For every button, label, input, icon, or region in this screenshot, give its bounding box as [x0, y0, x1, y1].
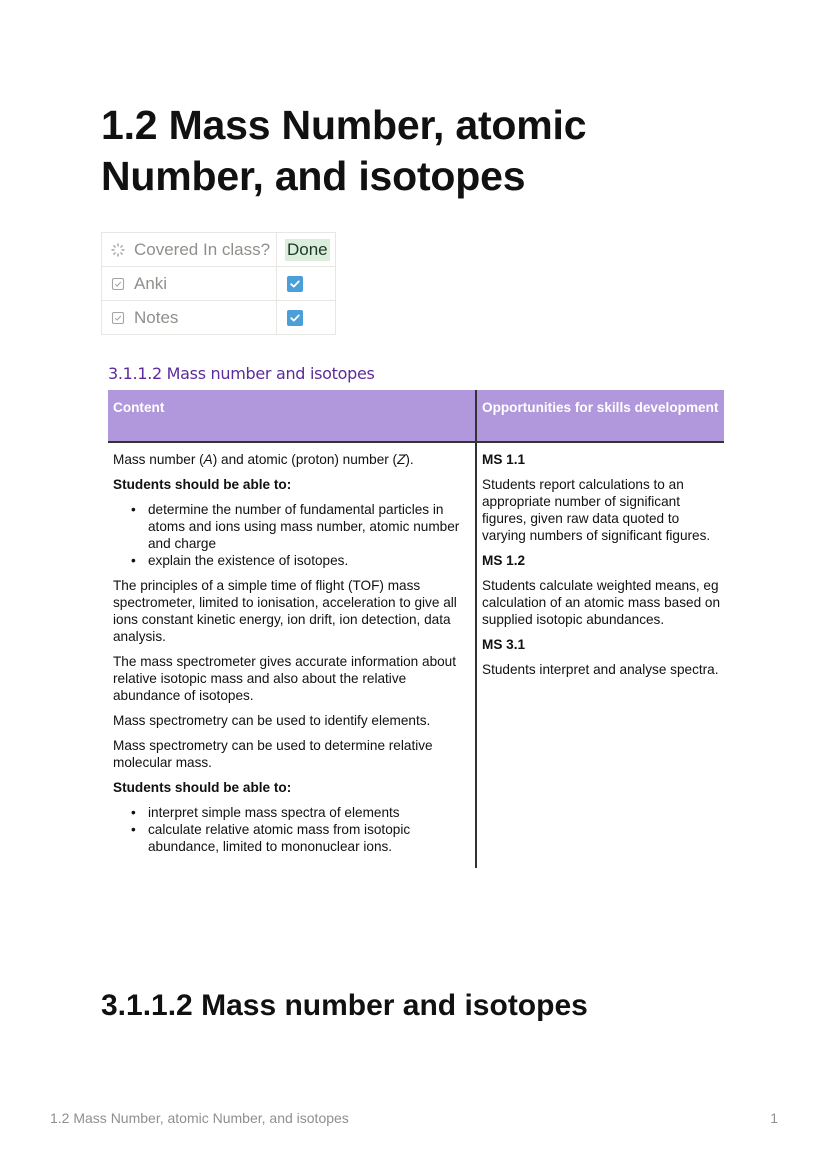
skills-column — [477, 443, 724, 868]
tof-paragraph: The principles of a simple time of flight (TOF) mass spectrometer, limited to ionisation, acceleration to give all ions constant kinetic energy, ion drift, ion detection, data analysis. — [113, 578, 457, 644]
footer-page-number: 1 — [770, 1110, 778, 1126]
list-item — [113, 501, 475, 552]
list-item-text: interpret simple mass spectra of elements — [148, 805, 400, 820]
specification-table — [108, 390, 724, 868]
bullet-icon: • — [131, 822, 136, 837]
property-label: Anki — [134, 273, 168, 293]
accurate-paragraph: The mass spectrometer gives accurate information about relative isotopic mass and also about the relative abundance of isotopes. — [113, 654, 457, 703]
bullet-icon: • — [131, 553, 136, 568]
molecular-paragraph: Mass spectrometry can be used to determine relative molecular mass. — [113, 738, 433, 770]
check-icon — [289, 312, 301, 324]
spec-heading: 3.1.1.2 Mass number and isotopes — [108, 364, 375, 383]
property-value-cell — [277, 301, 336, 335]
property-label: Covered In class? — [134, 239, 271, 259]
bullet-icon: • — [131, 502, 136, 517]
list-item — [113, 552, 475, 569]
page-title: 1.2 Mass Number, atomic Number, and isotopes — [101, 102, 587, 199]
property-value-cell — [277, 267, 336, 301]
objectives-list — [113, 804, 475, 855]
students-label: Students should be able to: — [113, 477, 292, 492]
intro-text: ). — [405, 452, 414, 467]
spec-table-body — [108, 443, 724, 868]
identify-paragraph: Mass spectrometry can be used to identify elements. — [113, 713, 431, 728]
spec-table-header — [108, 390, 724, 443]
intro-text: ) and atomic (proton) number ( — [212, 452, 398, 467]
property-row-notes — [102, 301, 336, 335]
property-value-cell[interactable] — [277, 233, 336, 267]
property-name-cell[interactable] — [102, 267, 277, 301]
objectives-list — [113, 501, 475, 569]
property-name-cell[interactable] — [102, 301, 277, 335]
intro-paragraph — [113, 451, 475, 468]
list-item — [113, 821, 475, 855]
list-item-text: calculate relative atomic mass from isotopic abundance, limited to mononuclear ions. — [148, 822, 411, 854]
header-content: Content — [108, 390, 477, 441]
anki-checkbox[interactable] — [287, 276, 303, 292]
skill-code: MS 3.1 — [482, 637, 526, 652]
content-column — [108, 443, 477, 868]
status-spinner-icon — [110, 242, 126, 258]
footer-title: 1.2 Mass Number, atomic Number, and isotopes — [50, 1110, 349, 1126]
symbol-z: Z — [397, 452, 406, 467]
symbol-a: A — [203, 452, 213, 467]
skill-code: MS 1.2 — [482, 553, 526, 568]
property-row-anki — [102, 267, 336, 301]
property-row-covered — [102, 233, 336, 267]
status-badge[interactable]: Done — [287, 239, 328, 259]
skill-text: Students report calculations to an appropriate number of significant figures, given raw data quoted to varying numbers of significant figures. — [482, 477, 711, 543]
list-item — [113, 804, 475, 821]
header-skills: Opportunities for skills development — [482, 400, 719, 415]
property-label: Notes — [134, 307, 179, 327]
properties-table — [101, 232, 336, 335]
skill-text: Students interpret and analyse spectra. — [482, 662, 719, 677]
skill-code: MS 1.1 — [482, 452, 526, 467]
list-item-text: explain the existence of isotopes. — [148, 553, 349, 568]
students-label: Students should be able to: — [113, 780, 292, 795]
skill-text: Students calculate weighted means, eg calculation of an atomic mass based on supplied isotopic abundances. — [482, 578, 721, 627]
check-icon — [289, 278, 301, 290]
section-heading: 3.1.1.2 Mass number and isotopes — [101, 989, 588, 1022]
notes-checkbox[interactable] — [287, 310, 303, 326]
checkbox-property-icon — [110, 310, 126, 326]
intro-text: Mass number ( — [113, 452, 204, 467]
bullet-icon: • — [131, 805, 136, 820]
checkbox-property-icon — [110, 276, 126, 292]
list-item-text: determine the number of fundamental particles in atoms and ions using mass number, atomic number and charge — [148, 502, 460, 551]
property-name-cell[interactable] — [102, 233, 277, 267]
